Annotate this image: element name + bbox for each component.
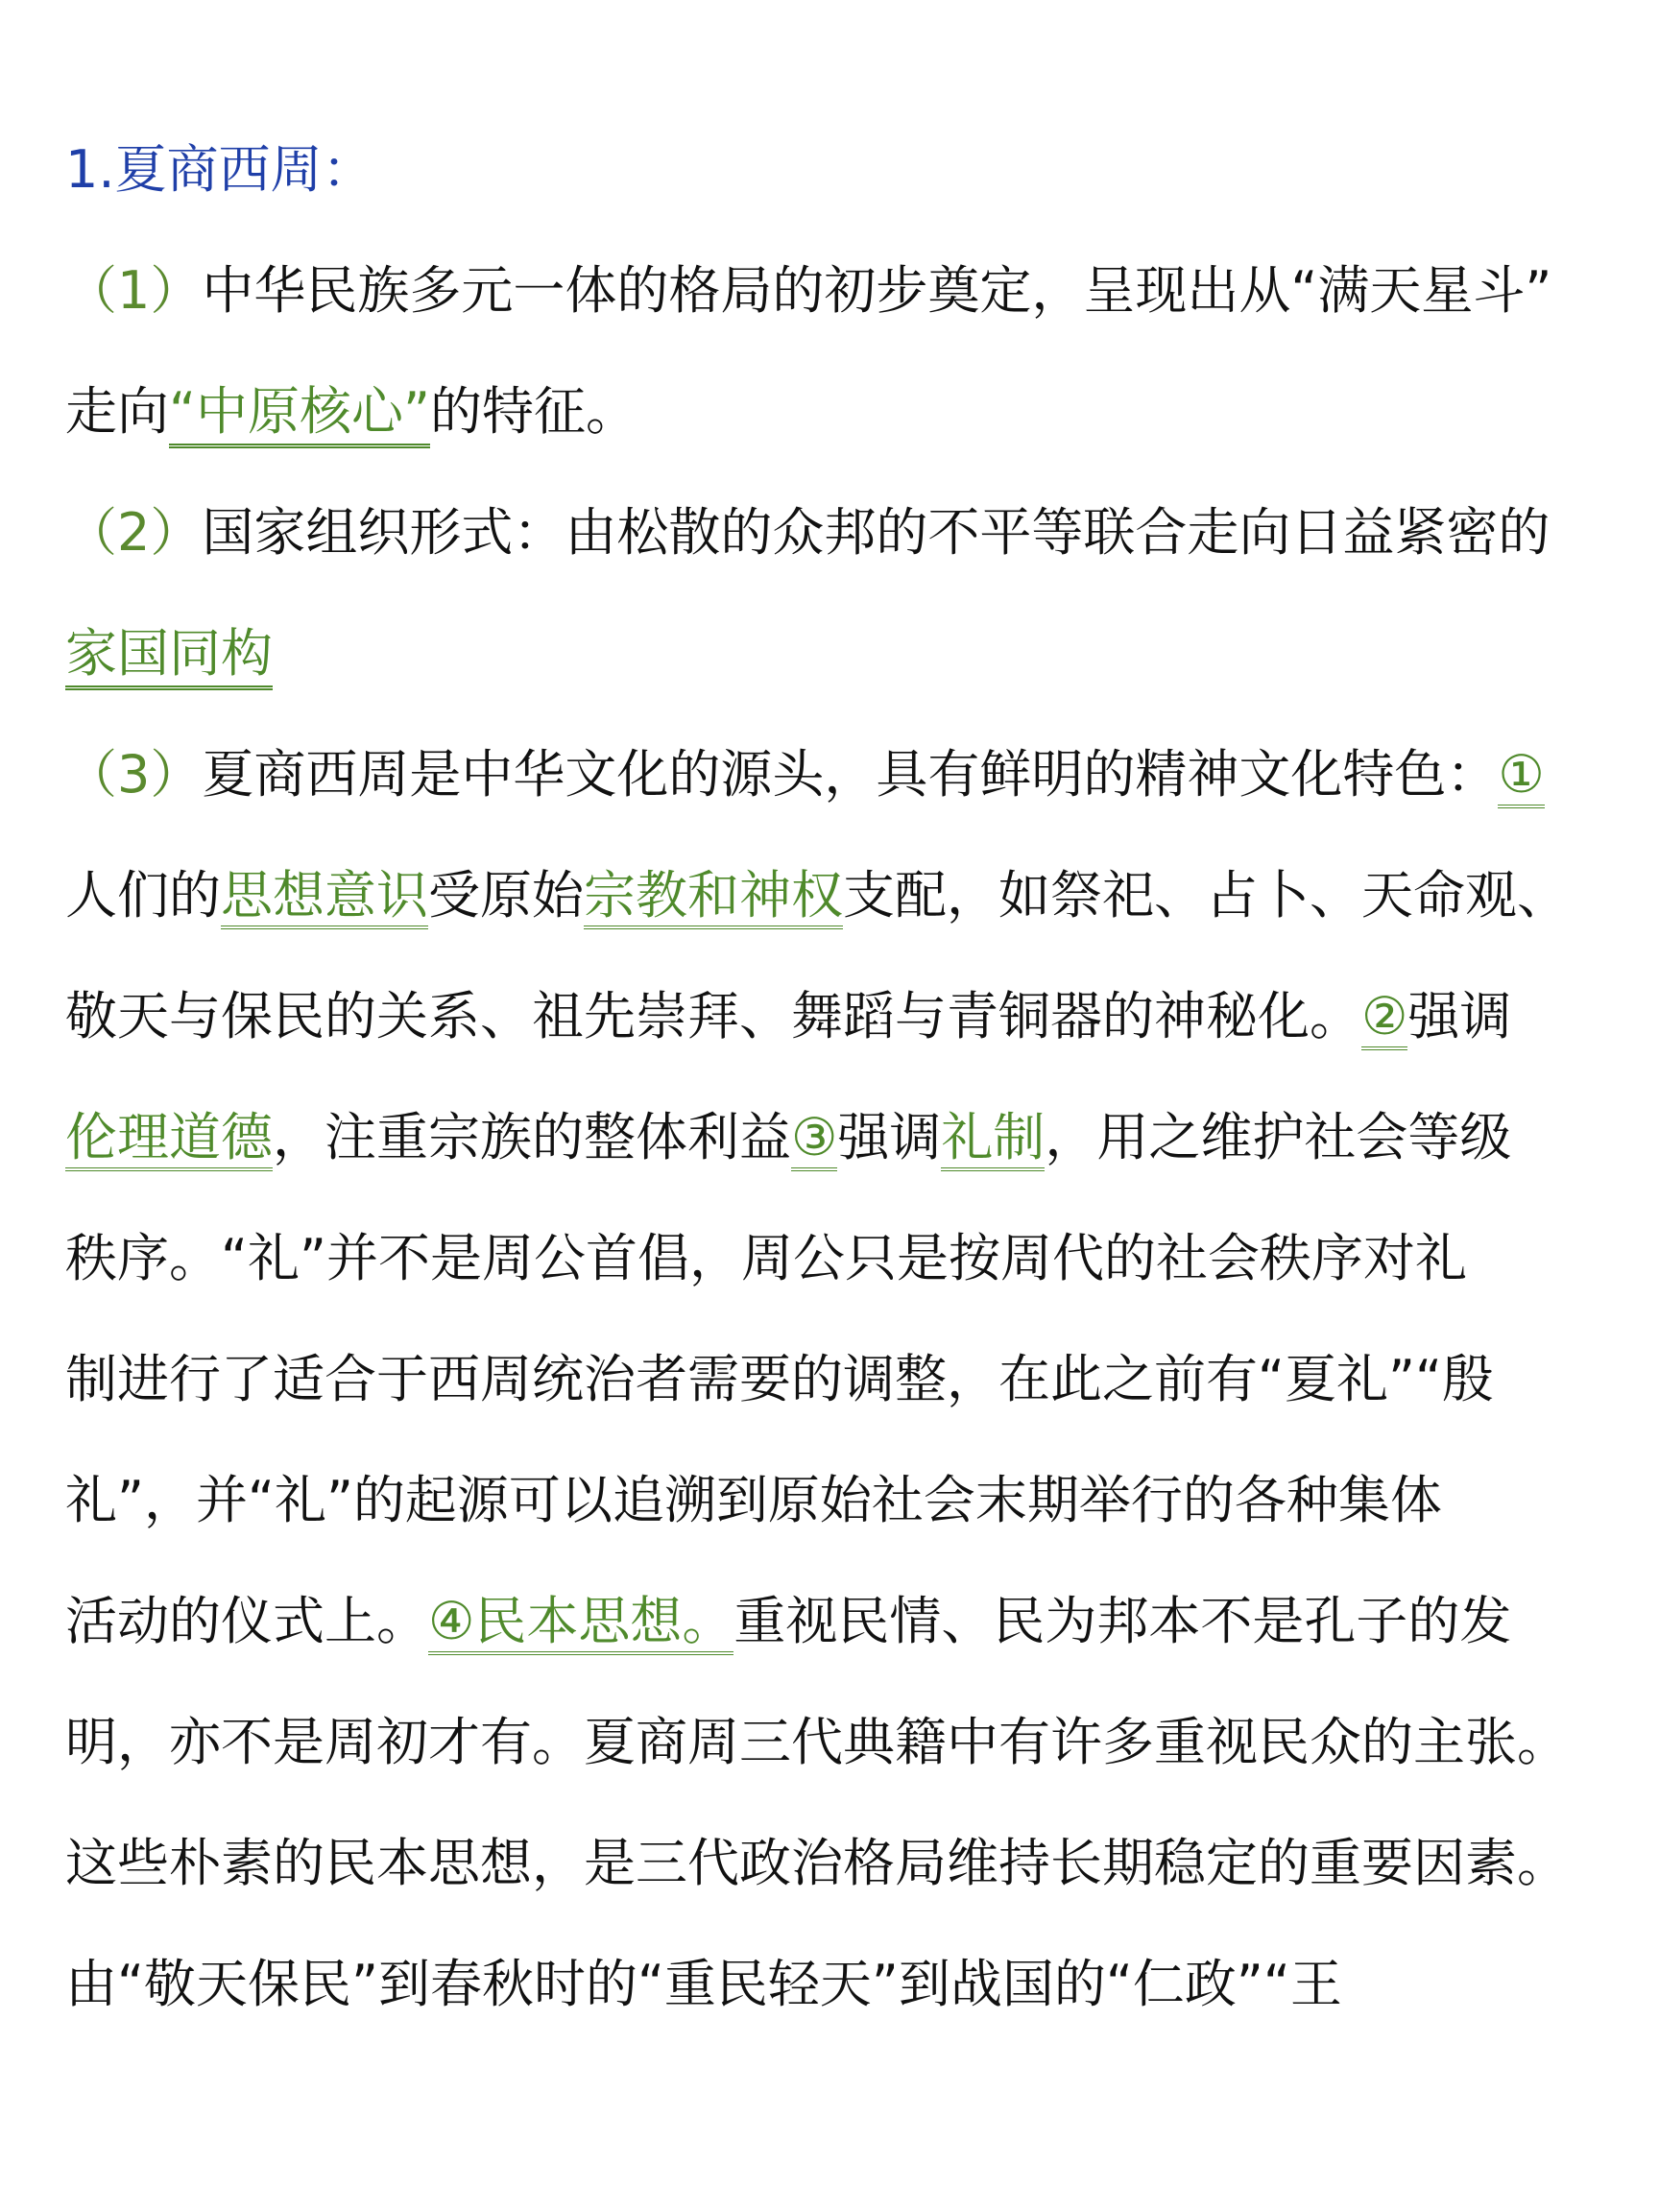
paragraph-3-line-5: 秩序。“礼”并不是周公首倡，周公只是按周代的社会秩序对礼 [65, 1228, 1467, 1288]
paragraph-text: 强调 [837, 1107, 942, 1167]
item-number-3: （3） [65, 744, 203, 805]
paragraph-text: 中华民族多元一体的格局的初步奠定，呈现出从“满天星斗” [202, 260, 1552, 321]
paragraph-text: 支配，如祭祀、占卜、天命观、 [843, 865, 1569, 926]
paragraph-text: 活动的仪式上。 [65, 1591, 428, 1651]
highlight-lizhi: 礼制 [941, 1107, 1045, 1171]
paragraph-3-line-9: 明，亦不是周初才有。夏商周三代典籍中有许多重视民众的主张。 [65, 1712, 1569, 1772]
paragraph-3-line-4 [65, 1104, 1511, 1171]
highlight-zongjiao-shenquan: 宗教和神权 [584, 865, 843, 929]
paragraph-text: 人们的 [65, 865, 221, 926]
paragraph-1-line-1 [65, 257, 1551, 325]
circled-mark-1: ① [1498, 744, 1544, 808]
paragraph-3-line-10: 这些朴素的民本思想，是三代政治格局维持长期稳定的重要因素。 [65, 1833, 1569, 1893]
paragraph-3-line-2 [65, 862, 1569, 929]
paragraph-3-line-8 [65, 1588, 1511, 1655]
paragraph-text: 夏商西周是中华文化的源头，具有鲜明的精神文化特色： [202, 744, 1499, 805]
paragraph-3-line-7: 礼”，并“礼”的起源可以追溯到原始社会末期举行的各种集体 [65, 1470, 1442, 1530]
paragraph-2-line-1 [65, 499, 1550, 566]
circled-mark-2: ② [1361, 986, 1407, 1050]
highlight-sixiang-yishi: 思想意识 [221, 865, 428, 929]
highlight-minben-sixiang: ④民本思想。 [428, 1591, 733, 1655]
paragraph-text: 受原始 [428, 865, 584, 926]
paragraph-text: 国家组织形式：由松散的众邦的不平等联合走向日益紧密的 [202, 502, 1551, 563]
paragraph-text: 的特征。 [429, 381, 637, 442]
paragraph-2-line-2 [65, 620, 273, 687]
paragraph-text: 重视民情、民为邦本不是孔子的发 [733, 1591, 1512, 1651]
paragraph-3-line-3 [65, 983, 1511, 1050]
paragraph-1-line-2 [65, 378, 637, 445]
paragraph-text: 强调 [1407, 986, 1512, 1046]
item-number-1: （1） [65, 260, 203, 321]
highlight-zhongyuan-hexin: “中原核心” [169, 381, 430, 448]
paragraph-text: 敬天与保民的关系、祖先崇拜、舞蹈与青铜器的神秘化。 [65, 986, 1361, 1046]
circled-mark-3: ③ [791, 1107, 837, 1171]
paragraph-3-line-1 [65, 741, 1545, 808]
paragraph-text: ，注重宗族的整体利益 [273, 1107, 791, 1167]
highlight-lunli-daode: 伦理道德 [65, 1107, 273, 1171]
section-heading: 1.夏商西周： [65, 139, 374, 200]
paragraph-3-line-11: 由“敬天保民”到春秋时的“重民轻天”到战国的“仁政”“王 [65, 1954, 1342, 2014]
paragraph-text: 走向 [65, 381, 169, 442]
paragraph-text: ，用之维护社会等级 [1045, 1107, 1512, 1167]
highlight-jiaguo-tonggou: 家国同构 [65, 623, 273, 690]
item-number-2: （2） [65, 502, 203, 563]
paragraph-3-line-6: 制进行了适合于西周统治者需要的调整，在此之前有“夏礼”“殷 [65, 1349, 1494, 1409]
